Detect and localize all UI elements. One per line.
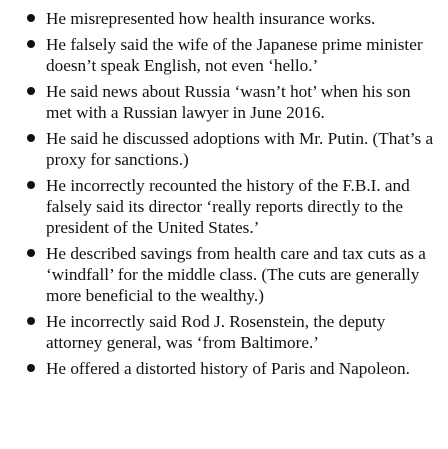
bullet-list: [16, 8, 436, 379]
bullet-icon: [27, 40, 35, 48]
list-item-text: He incorrectly recounted the history of the F.B.I. and falsely said its director ‘really reports directly to the president of the United States.’: [46, 176, 410, 237]
list-item-text: He misrepresented how health insurance works.: [46, 9, 376, 28]
bullet-icon: [27, 14, 35, 22]
list-item-text: He falsely said the wife of the Japanese prime minister doesn’t speak English, not even ‘hello.’: [46, 35, 423, 75]
list-item: [16, 175, 436, 238]
list-item: [16, 81, 436, 123]
list-item-text: He described savings from health care and tax cuts as a ‘windfall’ for the middle class. (The cuts are generally more beneficial to the wealthy.): [46, 244, 426, 305]
list-item: [16, 311, 436, 353]
bullet-icon: [27, 181, 35, 189]
list-item: [16, 243, 436, 306]
list-item: [16, 358, 436, 379]
bullet-icon: [27, 249, 35, 257]
list-item-text: He offered a distorted history of Paris and Napoleon.: [46, 359, 410, 378]
bullet-icon: [27, 87, 35, 95]
list-item-text: He incorrectly said Rod J. Rosenstein, the deputy attorney general, was ‘from Baltimore.’: [46, 312, 386, 352]
bullet-icon: [27, 134, 35, 142]
list-item-text: He said he discussed adoptions with Mr. Putin. (That’s a proxy for sanctions.): [46, 129, 434, 169]
bullet-icon: [27, 364, 35, 372]
list-item: [16, 128, 436, 170]
list-item: [16, 8, 436, 29]
bullet-icon: [27, 317, 35, 325]
list-item-text: He said news about Russia ‘wasn’t hot’ when his son met with a Russian lawyer in June 2016.: [46, 82, 411, 122]
list-item: [16, 34, 436, 76]
